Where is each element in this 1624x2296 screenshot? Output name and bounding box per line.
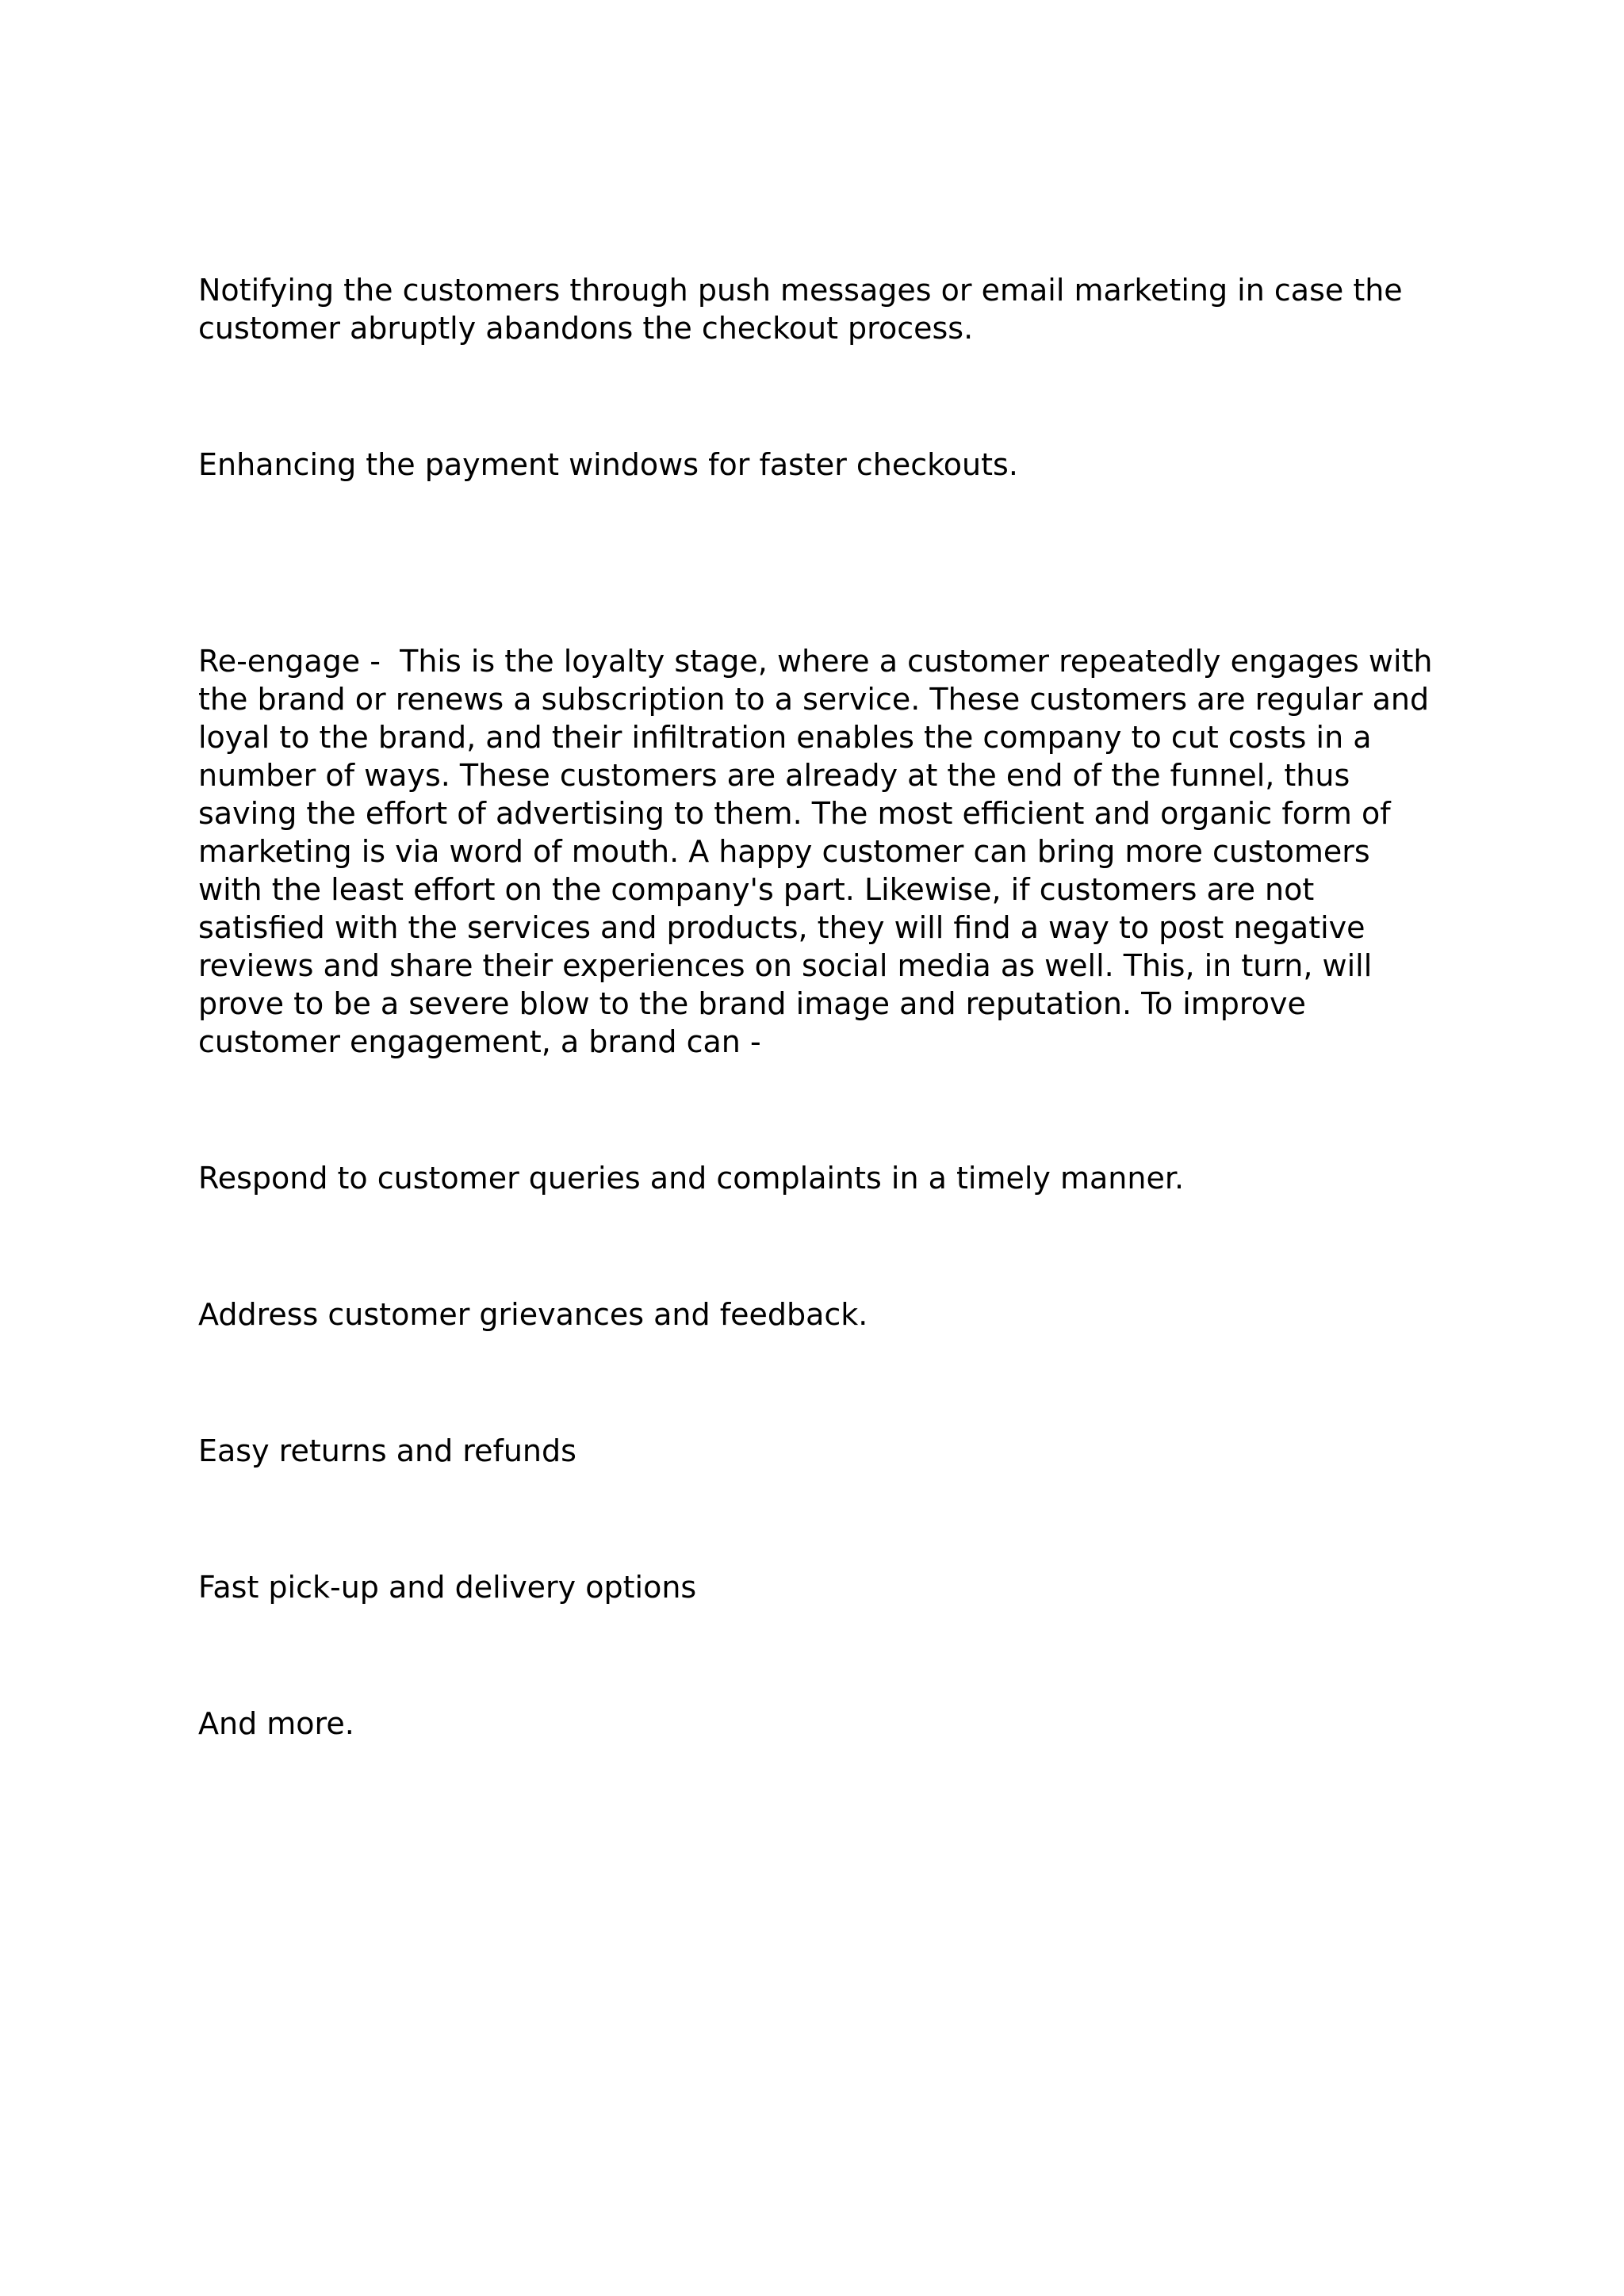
paragraph-payment-windows: Enhancing the payment windows for faster checkouts.: [198, 447, 1018, 482]
paragraph-cart-abandonment: Notifying the customers through push messages or email marketing in case the customer abruptly abandons the checkout process.: [198, 273, 1412, 346]
paragraph-fast-delivery: Fast pick-up and delivery options: [198, 1570, 697, 1605]
paragraph-respond-queries: Respond to customer queries and complaints in a timely manner.: [198, 1161, 1185, 1196]
paragraph-and-more: And more.: [198, 1706, 354, 1741]
paragraph-easy-returns: Easy returns and refunds: [198, 1433, 576, 1468]
paragraph-re-engage: Re-engage - This is the loyalty stage, where a customer repeatedly engages with the brand or renews a subscription to a service. These customers are regular and loyal to the brand, and their infiltration enables the company to cut costs in a number of ways. These customers are already at the end of the funnel, thus saving the effort of advertising to them. The most efficient and organic form of marketing is via word of mouth. A happy customer can bring more customers with the least effort on the company's part. Likewise, if customers are not satisfied with the services and products, they will find a way to post negative reviews and share their experiences on social media as well. This, in turn, will prove to be a severe blow to the brand image and reputation. To improve customer engagement, a brand can -: [198, 644, 1442, 1059]
document-body: [198, 195, 1443, 1841]
paragraph-address-grievances: Address customer grievances and feedback.: [198, 1297, 868, 1332]
